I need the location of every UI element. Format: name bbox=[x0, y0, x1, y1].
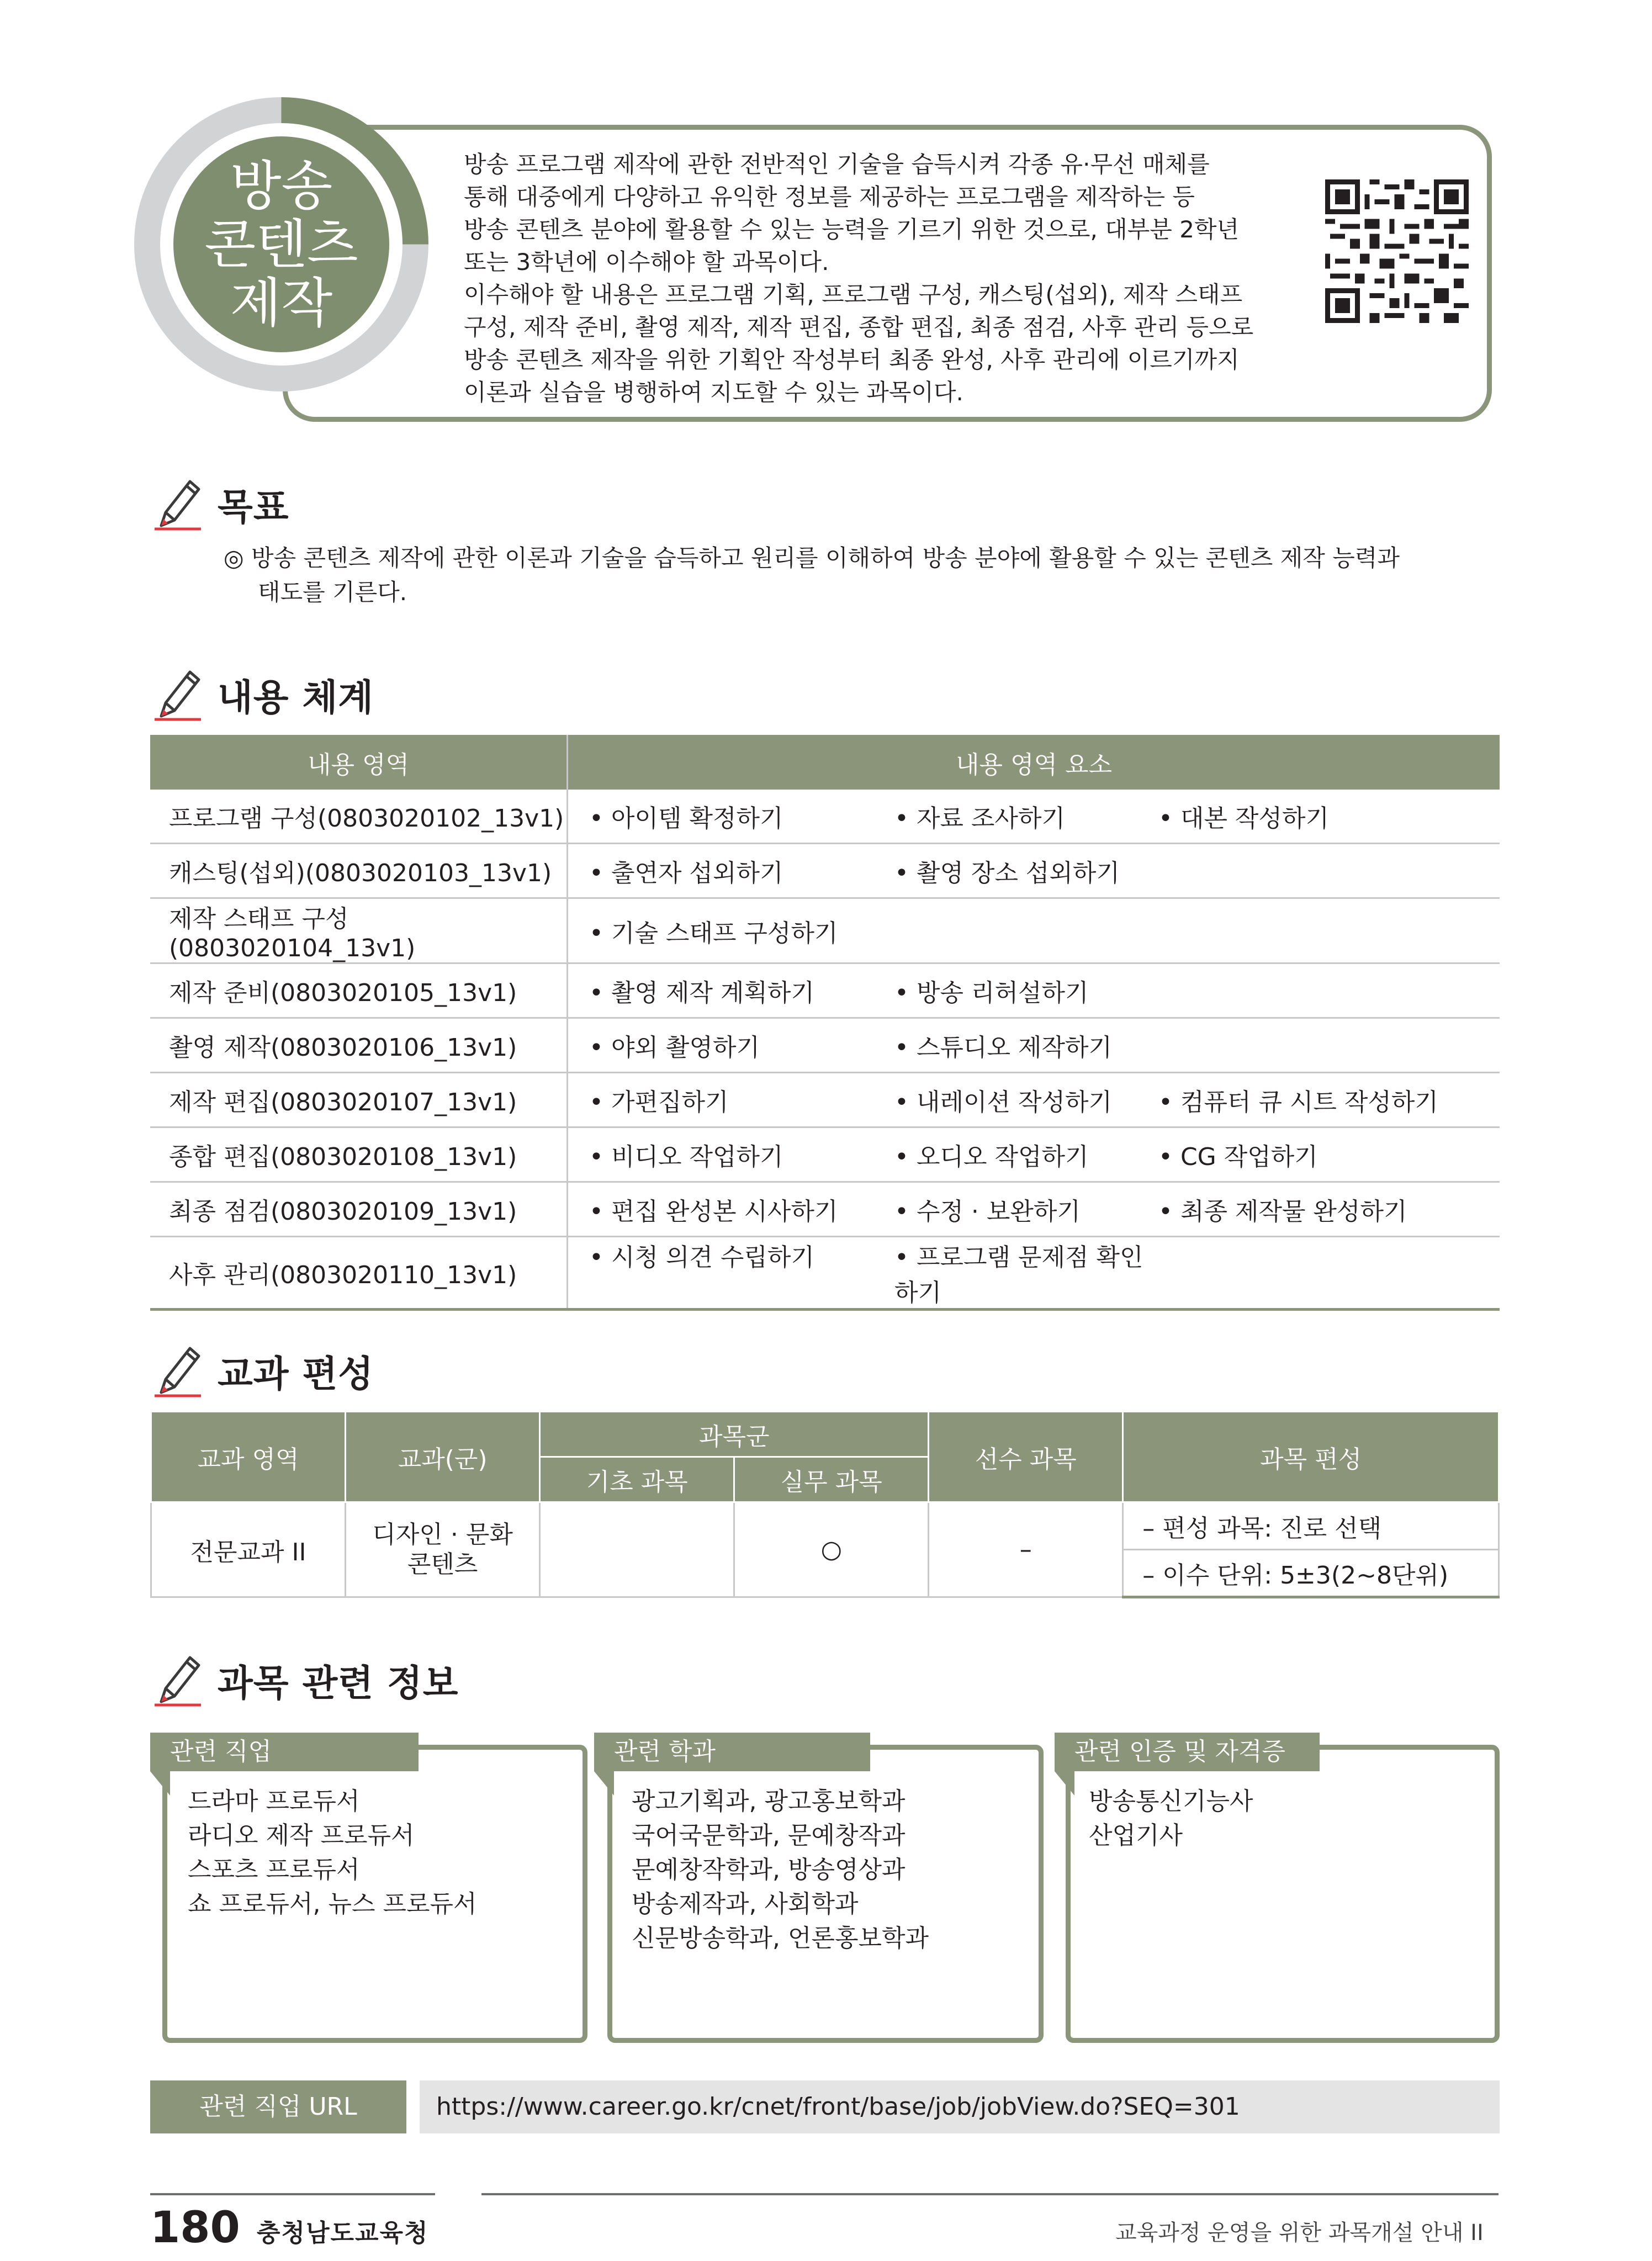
plan-units: – 이수 단위: 5±3(2~8단위) bbox=[1123, 1550, 1499, 1597]
title-line-1: 방송 bbox=[230, 155, 333, 217]
table-row bbox=[150, 963, 1500, 1018]
list-item: 라디오 제작 프로듀서 bbox=[188, 1821, 415, 1850]
description-line: 방송 프로그램 제작에 관한 전반적인 기술을 습득시켜 각종 유·무선 매체를 bbox=[464, 151, 1210, 178]
list-item: 산업기사 bbox=[1089, 1821, 1183, 1850]
title-line-2: 콘텐츠 bbox=[204, 213, 358, 276]
job-url-label: 관련 직업 URL bbox=[150, 2080, 406, 2133]
area-cell: 최종 점검(0803020109_13v1) bbox=[150, 1182, 568, 1237]
area-cell: 제작 편집(0803020107_13v1) bbox=[150, 1073, 568, 1127]
element-item: • 기술 스태프 구성하기 bbox=[589, 919, 838, 947]
element-item: • 야외 촬영하기 bbox=[589, 1034, 760, 1062]
description-line: 이수해야 할 내용은 프로그램 기획, 프로그램 구성, 캐스팅(섭외), 제작 스태프 bbox=[464, 281, 1243, 308]
goal-line: ◎ 방송 콘텐츠 제작에 관한 이론과 기술을 습득하고 원리를 이해하여 방송 분야에 활용할 수 있는 콘텐츠 제작 능력과 bbox=[224, 544, 1400, 571]
element-item: • 내레이션 작성하기 bbox=[894, 1088, 1112, 1116]
plan-course: – 편성 과목: 진로 선택 bbox=[1123, 1502, 1499, 1550]
table-row bbox=[150, 1073, 1500, 1127]
table-row bbox=[150, 790, 1500, 844]
area-cell: 종합 편집(0803020108_13v1) bbox=[150, 1127, 568, 1182]
list-item: 국어국문학과, 문예창작과 bbox=[632, 1821, 906, 1850]
column-header-area: 내용 영역 bbox=[150, 735, 568, 790]
certifications-list bbox=[1089, 1785, 1253, 1853]
element-item: • 스튜디오 제작하기 bbox=[894, 1034, 1112, 1062]
content-heading bbox=[150, 665, 374, 723]
table-row bbox=[150, 844, 1500, 898]
element-item: • 프로그램 문제점 확인하기 bbox=[894, 1243, 1143, 1307]
pencil-icon bbox=[150, 475, 205, 532]
element-item: • 자료 조사하기 bbox=[894, 804, 1065, 833]
subject-line: 디자인 · 문화 bbox=[372, 1520, 513, 1549]
element-item: • 출연자 섭외하기 bbox=[589, 859, 783, 887]
content-table bbox=[150, 735, 1500, 1311]
area-cell: 사후 관리(0803020110_13v1) bbox=[150, 1237, 568, 1310]
list-item: 쇼 프로듀서, 뉴스 프로듀서 bbox=[188, 1890, 477, 1918]
section-title: 과목 관련 정보 bbox=[218, 1661, 459, 1704]
area-cell: 제작 스태프 구성(0803020104_13v1) bbox=[150, 898, 568, 963]
list-item: 드라마 프로듀서 bbox=[188, 1787, 360, 1815]
list-item: 방송제작과, 사회학과 bbox=[632, 1890, 859, 1918]
element-item: • 컴퓨터 큐 시트 작성하기 bbox=[1158, 1088, 1438, 1116]
info-heading bbox=[150, 1651, 459, 1708]
header-prereq: 선수 과목 bbox=[929, 1412, 1123, 1502]
column-header-elements: 내용 영역 요소 bbox=[568, 735, 1500, 790]
organization-name: 충청남도교육청 bbox=[257, 2219, 429, 2247]
list-item: 광고기획과, 광고홍보학과 bbox=[632, 1787, 906, 1815]
subject-title bbox=[173, 136, 389, 352]
element-item: • 대본 작성하기 bbox=[1158, 804, 1329, 833]
area-cell: 촬영 제작(0803020106_13v1) bbox=[150, 1018, 568, 1073]
subject-line: 콘텐츠 bbox=[407, 1550, 478, 1579]
area-cell: 제작 준비(0803020105_13v1) bbox=[150, 963, 568, 1018]
description-line: 방송 콘텐츠 제작을 위한 기획안 작성부터 최종 완성, 사후 관리에 이르기까지 bbox=[464, 346, 1240, 373]
departments-label: 관련 학과 bbox=[594, 1733, 870, 1771]
header-subject: 교과(군) bbox=[345, 1412, 539, 1502]
jobs-label: 관련 직업 bbox=[150, 1733, 419, 1771]
table-row bbox=[150, 1182, 1500, 1237]
page-number: 180 bbox=[150, 2203, 240, 2253]
list-item: 신문방송학과, 언론홍보학과 bbox=[632, 1924, 929, 1952]
element-item: • 비디오 작업하기 bbox=[589, 1143, 783, 1171]
element-item: • 오디오 작업하기 bbox=[894, 1143, 1089, 1171]
pencil-icon bbox=[150, 1651, 205, 1708]
description-line: 이론과 실습을 병행하여 지도할 수 있는 과목이다. bbox=[464, 379, 963, 406]
description-line: 방송 콘텐츠 분야에 활용할 수 있는 능력을 기르기 위한 것으로, 대부분 2학년 bbox=[464, 216, 1240, 243]
table-row bbox=[150, 1018, 1500, 1073]
departments-list bbox=[632, 1785, 929, 1956]
header-practical: 실무 과목 bbox=[734, 1457, 929, 1502]
job-url-link[interactable]: https://www.career.go.kr/cnet/front/base/job/jobView.do?SEQ=301 bbox=[420, 2080, 1500, 2133]
title-line-3: 제작 bbox=[230, 272, 333, 334]
description-line: 또는 3학년에 이수해야 할 과목이다. bbox=[464, 248, 829, 276]
footer-divider bbox=[481, 2193, 1499, 2195]
basic-value bbox=[540, 1502, 734, 1597]
curriculum-table bbox=[150, 1411, 1500, 1598]
header-plan: 과목 편성 bbox=[1123, 1412, 1499, 1502]
section-title: 목표 bbox=[218, 485, 289, 528]
pencil-icon bbox=[150, 1342, 205, 1399]
element-item: • 촬영 장소 섭외하기 bbox=[894, 859, 1120, 887]
element-item: • 방송 리허설하기 bbox=[894, 979, 1089, 1007]
description-line: 구성, 제작 준비, 촬영 제작, 제작 편집, 종합 편집, 최종 점검, 사후 관리 등으로 bbox=[464, 314, 1254, 341]
subject-description bbox=[464, 148, 1270, 409]
header-basic: 기초 과목 bbox=[540, 1457, 734, 1502]
certifications-label: 관련 인증 및 자격증 bbox=[1055, 1733, 1320, 1771]
element-item: • 수정 · 보완하기 bbox=[894, 1198, 1081, 1226]
element-item: • 시청 의견 수립하기 bbox=[589, 1243, 814, 1272]
element-item: • 촬영 제작 계획하기 bbox=[589, 979, 814, 1007]
goal-text bbox=[224, 541, 1494, 610]
tab-corner bbox=[150, 1771, 170, 1796]
element-item: • 최종 제작물 완성하기 bbox=[1158, 1198, 1407, 1226]
description-line: 통해 대중에게 다양하고 유익한 정보를 제공하는 프로그램을 제작하는 등 bbox=[464, 183, 1195, 210]
table-row bbox=[150, 1127, 1500, 1182]
list-item: 방송통신기능사 bbox=[1089, 1787, 1253, 1815]
table-row bbox=[150, 898, 1500, 963]
section-title: 내용 체계 bbox=[218, 676, 374, 719]
element-item: • CG 작업하기 bbox=[1158, 1143, 1318, 1171]
qr-code-icon[interactable] bbox=[1325, 179, 1469, 323]
practical-value: ○ bbox=[734, 1502, 929, 1597]
list-item: 문예창작학과, 방송영상과 bbox=[632, 1856, 906, 1884]
curriculum-heading bbox=[150, 1342, 374, 1399]
goal-heading bbox=[150, 475, 289, 532]
subject-value bbox=[345, 1502, 539, 1597]
element-item bbox=[894, 913, 1158, 949]
element-item: • 편집 완성본 시사하기 bbox=[589, 1198, 838, 1226]
header-group: 과목군 bbox=[540, 1412, 929, 1457]
header-area: 교과 영역 bbox=[151, 1412, 346, 1502]
section-title: 교과 편성 bbox=[218, 1352, 374, 1395]
element-item: • 가편집하기 bbox=[589, 1088, 729, 1116]
prereq-value: – bbox=[929, 1502, 1123, 1597]
area-value: 전문교과 II bbox=[151, 1502, 346, 1597]
goal-line: 태도를 기른다. bbox=[258, 579, 407, 606]
area-cell: 프로그램 구성(0803020102_13v1) bbox=[150, 790, 568, 844]
area-cell: 캐스팅(섭외)(0803020103_13v1) bbox=[150, 844, 568, 898]
document-title: 교육과정 운영을 위한 과목개설 안내 II bbox=[1115, 2220, 1484, 2246]
table-row bbox=[150, 1237, 1500, 1310]
list-item: 스포츠 프로듀서 bbox=[188, 1856, 360, 1884]
tab-corner bbox=[1055, 1771, 1074, 1796]
footer-divider bbox=[150, 2193, 435, 2195]
pencil-icon bbox=[150, 665, 205, 723]
jobs-list bbox=[188, 1785, 477, 1921]
element-item: • 아이템 확정하기 bbox=[589, 804, 783, 833]
tab-corner bbox=[594, 1771, 614, 1796]
